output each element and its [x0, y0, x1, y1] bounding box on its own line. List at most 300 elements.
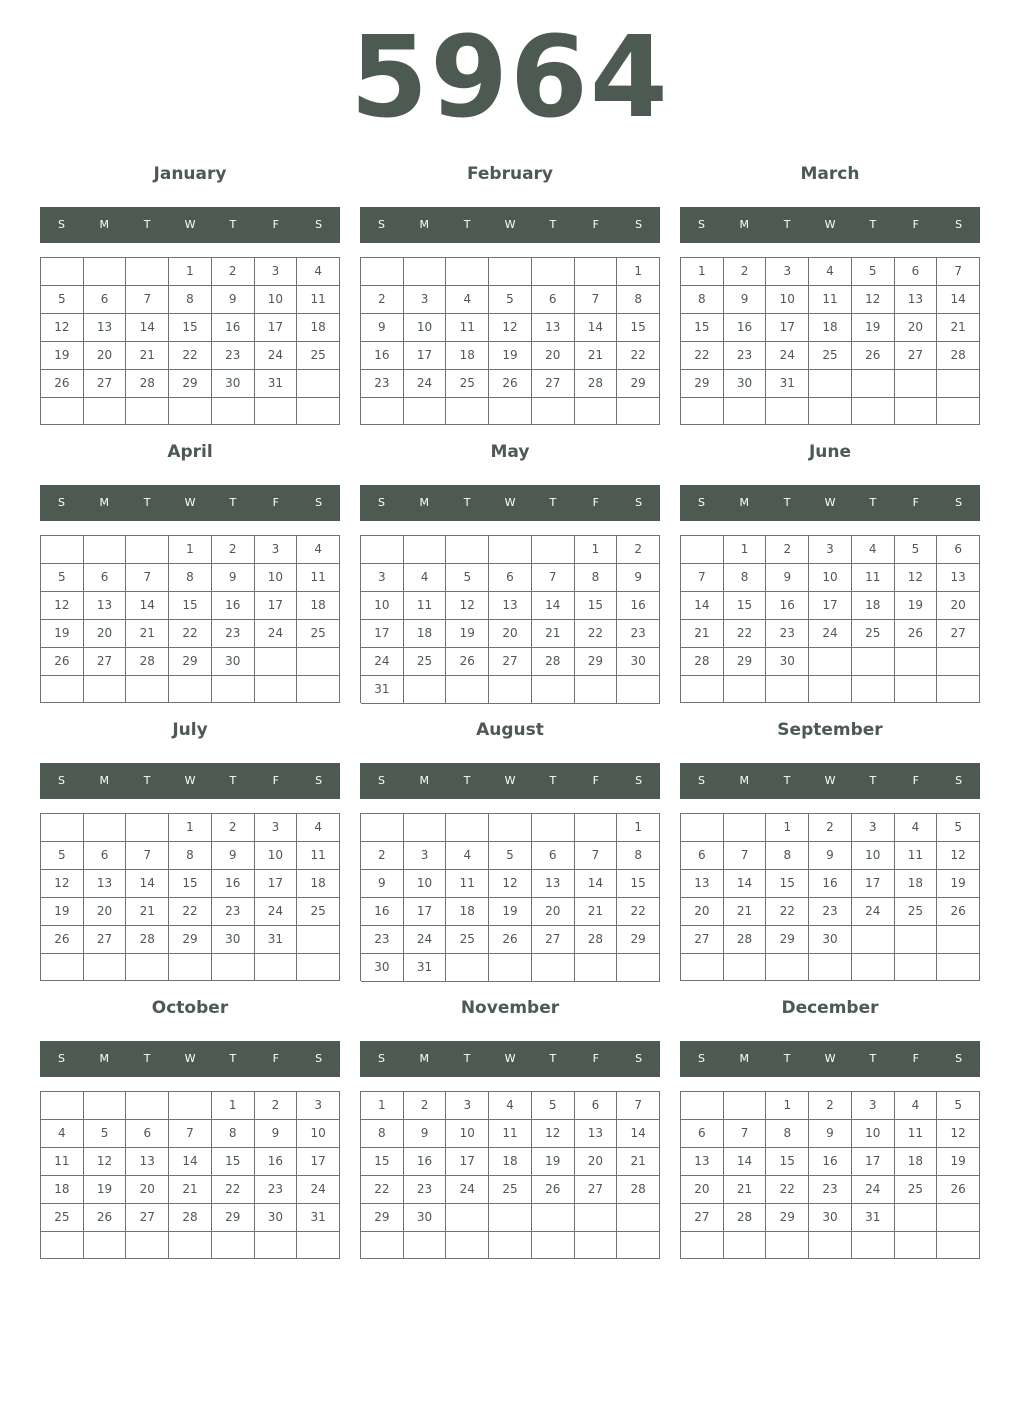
empty-day-cell	[297, 370, 340, 398]
day-cell: 11	[446, 870, 489, 898]
day-cell: 1	[724, 536, 767, 564]
day-cell: 25	[297, 620, 340, 648]
empty-day-cell	[126, 676, 169, 703]
day-cell: 8	[169, 564, 212, 592]
day-cell: 20	[489, 620, 532, 648]
weekday-header	[680, 485, 980, 521]
day-cell: 20	[895, 314, 938, 342]
weekday-label: T	[229, 1052, 237, 1065]
day-cell: 9	[617, 564, 660, 592]
empty-day-cell	[361, 398, 404, 425]
empty-day-cell	[212, 676, 255, 703]
day-grid	[40, 535, 340, 703]
empty-day-cell	[489, 398, 532, 425]
day-cell: 16	[404, 1148, 447, 1176]
day-cell: 17	[809, 592, 852, 620]
day-cell: 17	[255, 314, 298, 342]
day-cell: 22	[169, 342, 212, 370]
empty-day-cell	[446, 814, 489, 842]
day-cell: 12	[489, 314, 532, 342]
empty-day-cell	[809, 1232, 852, 1259]
day-cell: 12	[895, 564, 938, 592]
empty-day-cell	[404, 258, 447, 286]
day-cell: 7	[169, 1120, 212, 1148]
day-cell: 20	[84, 620, 127, 648]
day-cell: 23	[212, 898, 255, 926]
day-cell: 16	[766, 592, 809, 620]
day-cell: 30	[404, 1204, 447, 1232]
empty-day-cell	[255, 398, 298, 425]
day-cell: 29	[766, 1204, 809, 1232]
day-cell: 22	[169, 898, 212, 926]
day-cell: 4	[489, 1092, 532, 1120]
empty-day-cell	[361, 814, 404, 842]
empty-day-cell	[617, 398, 660, 425]
day-cell: 26	[489, 926, 532, 954]
empty-day-cell	[937, 954, 980, 981]
day-cell: 27	[84, 926, 127, 954]
day-cell: 19	[446, 620, 489, 648]
day-cell: 19	[489, 342, 532, 370]
weekday-label: T	[143, 774, 151, 787]
day-cell: 1	[169, 536, 212, 564]
weekday-label: F	[912, 1052, 919, 1065]
day-cell: 1	[212, 1092, 255, 1120]
day-cell: 3	[297, 1092, 340, 1120]
day-cell: 22	[212, 1176, 255, 1204]
day-cell: 28	[575, 926, 618, 954]
empty-day-cell	[297, 676, 340, 703]
day-cell: 14	[532, 592, 575, 620]
empty-day-cell	[575, 398, 618, 425]
day-cell: 28	[532, 648, 575, 676]
day-cell: 5	[84, 1120, 127, 1148]
day-cell: 1	[169, 258, 212, 286]
month-name: November	[460, 998, 560, 1018]
day-cell: 16	[361, 898, 404, 926]
weekday-label: S	[315, 774, 323, 787]
day-cell: 29	[169, 926, 212, 954]
weekday-label: M	[99, 218, 110, 231]
empty-day-cell	[212, 398, 255, 425]
empty-day-cell	[126, 954, 169, 981]
empty-day-cell	[255, 954, 298, 981]
day-cell: 23	[212, 620, 255, 648]
day-cell: 8	[617, 842, 660, 870]
day-cell: 27	[575, 1176, 618, 1204]
day-cell: 9	[724, 286, 767, 314]
day-cell: 28	[937, 342, 980, 370]
day-cell: 7	[126, 842, 169, 870]
weekday-label: T	[783, 496, 791, 509]
day-cell: 2	[361, 842, 404, 870]
weekday-label: T	[549, 1052, 557, 1065]
day-cell: 9	[766, 564, 809, 592]
month-name: October	[151, 998, 229, 1018]
day-cell: 21	[937, 314, 980, 342]
day-cell: 19	[489, 898, 532, 926]
empty-day-cell	[489, 1204, 532, 1232]
empty-day-cell	[255, 676, 298, 703]
day-cell: 21	[575, 342, 618, 370]
day-cell: 27	[681, 1204, 724, 1232]
weekday-label: W	[504, 496, 516, 509]
empty-day-cell	[169, 398, 212, 425]
day-cell: 16	[724, 314, 767, 342]
month-name: May	[490, 442, 530, 462]
empty-day-cell	[852, 648, 895, 676]
day-cell: 28	[617, 1176, 660, 1204]
weekday-label: W	[184, 218, 196, 231]
day-cell: 11	[895, 1120, 938, 1148]
weekday-label: S	[57, 218, 65, 231]
day-cell: 23	[617, 620, 660, 648]
empty-day-cell	[895, 954, 938, 981]
weekday-label: T	[783, 774, 791, 787]
weekday-label: M	[419, 774, 430, 787]
day-cell: 2	[766, 536, 809, 564]
day-cell: 16	[212, 314, 255, 342]
day-cell: 26	[41, 370, 84, 398]
empty-day-cell	[852, 1232, 895, 1259]
day-cell: 22	[766, 1176, 809, 1204]
empty-day-cell	[681, 1232, 724, 1259]
empty-day-cell	[84, 954, 127, 981]
day-cell: 26	[895, 620, 938, 648]
day-cell: 20	[681, 1176, 724, 1204]
day-cell: 12	[41, 592, 84, 620]
day-cell: 8	[681, 286, 724, 314]
empty-day-cell	[852, 954, 895, 981]
day-cell: 9	[361, 870, 404, 898]
day-cell: 25	[297, 898, 340, 926]
day-cell: 2	[809, 1092, 852, 1120]
day-grid	[680, 257, 980, 425]
day-cell: 27	[681, 926, 724, 954]
day-cell: 31	[766, 370, 809, 398]
day-cell: 3	[766, 258, 809, 286]
empty-day-cell	[852, 676, 895, 703]
weekday-label: T	[549, 774, 557, 787]
day-cell: 24	[297, 1176, 340, 1204]
day-cell: 24	[446, 1176, 489, 1204]
day-cell: 17	[852, 1148, 895, 1176]
day-cell: 29	[169, 648, 212, 676]
day-cell: 14	[724, 1148, 767, 1176]
day-cell: 2	[724, 258, 767, 286]
weekday-label: S	[697, 1052, 705, 1065]
day-cell: 29	[361, 1204, 404, 1232]
day-cell: 14	[681, 592, 724, 620]
day-cell: 23	[809, 898, 852, 926]
day-cell: 8	[617, 286, 660, 314]
empty-day-cell	[212, 1232, 255, 1259]
day-cell: 3	[404, 842, 447, 870]
day-cell: 24	[404, 370, 447, 398]
month-name: March	[800, 164, 860, 184]
day-cell: 12	[852, 286, 895, 314]
empty-day-cell	[532, 814, 575, 842]
day-cell: 27	[895, 342, 938, 370]
day-cell: 7	[532, 564, 575, 592]
day-cell: 30	[617, 648, 660, 676]
empty-day-cell	[809, 954, 852, 981]
weekday-label: M	[739, 218, 750, 231]
day-cell: 27	[84, 370, 127, 398]
day-cell: 26	[489, 370, 532, 398]
day-cell: 12	[532, 1120, 575, 1148]
empty-day-cell	[41, 814, 84, 842]
day-cell: 20	[575, 1148, 618, 1176]
empty-day-cell	[724, 814, 767, 842]
empty-day-cell	[852, 398, 895, 425]
weekday-label: F	[272, 218, 279, 231]
empty-day-cell	[937, 648, 980, 676]
weekday-label: S	[635, 774, 643, 787]
day-cell: 31	[852, 1204, 895, 1232]
day-cell: 24	[809, 620, 852, 648]
day-cell: 3	[361, 564, 404, 592]
empty-day-cell	[404, 676, 447, 704]
day-cell: 30	[724, 370, 767, 398]
empty-day-cell	[297, 648, 340, 676]
weekday-label: S	[697, 218, 705, 231]
day-cell: 8	[575, 564, 618, 592]
day-cell: 14	[617, 1120, 660, 1148]
day-cell: 19	[41, 620, 84, 648]
day-cell: 21	[126, 620, 169, 648]
day-cell: 6	[84, 842, 127, 870]
empty-day-cell	[446, 398, 489, 425]
day-cell: 1	[361, 1092, 404, 1120]
empty-day-cell	[809, 648, 852, 676]
day-cell: 23	[361, 926, 404, 954]
day-cell: 10	[404, 314, 447, 342]
day-cell: 13	[84, 314, 127, 342]
day-cell: 30	[212, 648, 255, 676]
day-grid	[40, 257, 340, 425]
weekday-label: T	[463, 218, 471, 231]
weekday-label: S	[955, 774, 963, 787]
day-cell: 27	[532, 370, 575, 398]
year-title: 5964	[350, 13, 670, 143]
empty-day-cell	[724, 954, 767, 981]
day-cell: 17	[255, 592, 298, 620]
empty-day-cell	[297, 954, 340, 981]
weekday-header	[360, 485, 660, 521]
empty-day-cell	[532, 1204, 575, 1232]
day-cell: 3	[852, 1092, 895, 1120]
day-cell: 21	[169, 1176, 212, 1204]
weekday-label: F	[592, 496, 599, 509]
empty-day-cell	[41, 398, 84, 425]
empty-day-cell	[489, 954, 532, 982]
empty-day-cell	[766, 676, 809, 703]
day-cell: 26	[532, 1176, 575, 1204]
day-cell: 28	[724, 1204, 767, 1232]
day-cell: 2	[212, 536, 255, 564]
day-cell: 15	[766, 870, 809, 898]
empty-day-cell	[126, 258, 169, 286]
day-cell: 17	[297, 1148, 340, 1176]
day-cell: 26	[937, 898, 980, 926]
day-cell: 12	[41, 870, 84, 898]
day-cell: 18	[404, 620, 447, 648]
day-cell: 4	[852, 536, 895, 564]
month-name: September	[777, 720, 883, 740]
day-cell: 18	[895, 1148, 938, 1176]
day-grid	[360, 257, 660, 425]
day-cell: 11	[297, 564, 340, 592]
day-grid	[360, 535, 660, 703]
day-cell: 28	[126, 926, 169, 954]
day-cell: 21	[617, 1148, 660, 1176]
empty-day-cell	[169, 954, 212, 981]
weekday-label: M	[99, 1052, 110, 1065]
day-cell: 25	[809, 342, 852, 370]
empty-day-cell	[41, 1092, 84, 1120]
day-cell: 15	[575, 592, 618, 620]
empty-day-cell	[895, 926, 938, 954]
weekday-label: T	[869, 496, 877, 509]
empty-day-cell	[895, 1232, 938, 1259]
empty-day-cell	[575, 1204, 618, 1232]
day-cell: 21	[126, 898, 169, 926]
weekday-header	[680, 1041, 980, 1077]
empty-day-cell	[126, 536, 169, 564]
day-cell: 14	[575, 314, 618, 342]
day-cell: 17	[404, 342, 447, 370]
day-cell: 28	[724, 926, 767, 954]
day-cell: 21	[724, 1176, 767, 1204]
empty-day-cell	[255, 1232, 298, 1259]
empty-day-cell	[895, 370, 938, 398]
day-cell: 10	[852, 842, 895, 870]
day-cell: 29	[724, 648, 767, 676]
day-cell: 25	[489, 1176, 532, 1204]
day-cell: 6	[532, 286, 575, 314]
day-cell: 5	[41, 564, 84, 592]
day-cell: 26	[41, 648, 84, 676]
day-cell: 31	[255, 926, 298, 954]
weekday-label: T	[869, 774, 877, 787]
day-cell: 16	[617, 592, 660, 620]
empty-day-cell	[724, 1232, 767, 1259]
day-cell: 1	[575, 536, 618, 564]
day-cell: 21	[532, 620, 575, 648]
day-cell: 9	[361, 314, 404, 342]
empty-day-cell	[41, 536, 84, 564]
weekday-label: F	[912, 218, 919, 231]
month-name: August	[476, 720, 544, 740]
weekday-label: W	[824, 1052, 836, 1065]
day-cell: 4	[895, 1092, 938, 1120]
empty-day-cell	[895, 1204, 938, 1232]
day-cell: 22	[617, 898, 660, 926]
day-cell: 19	[895, 592, 938, 620]
day-cell: 29	[212, 1204, 255, 1232]
empty-day-cell	[681, 676, 724, 703]
empty-day-cell	[937, 676, 980, 703]
month-name: June	[808, 442, 852, 462]
day-cell: 5	[532, 1092, 575, 1120]
day-cell: 30	[361, 954, 404, 982]
day-cell: 4	[809, 258, 852, 286]
weekday-label: S	[377, 496, 385, 509]
weekday-label: T	[463, 774, 471, 787]
day-cell: 7	[681, 564, 724, 592]
day-cell: 6	[84, 564, 127, 592]
day-cell: 23	[255, 1176, 298, 1204]
weekday-label: F	[592, 1052, 599, 1065]
empty-day-cell	[489, 676, 532, 704]
empty-day-cell	[404, 1232, 447, 1259]
day-cell: 2	[361, 286, 404, 314]
weekday-header	[680, 763, 980, 799]
empty-day-cell	[404, 814, 447, 842]
day-cell: 27	[489, 648, 532, 676]
day-cell: 23	[766, 620, 809, 648]
day-cell: 21	[575, 898, 618, 926]
day-cell: 12	[489, 870, 532, 898]
empty-day-cell	[297, 926, 340, 954]
empty-day-cell	[41, 676, 84, 703]
day-cell: 18	[446, 898, 489, 926]
empty-day-cell	[617, 1204, 660, 1232]
day-cell: 21	[681, 620, 724, 648]
empty-day-cell	[532, 258, 575, 286]
day-cell: 21	[126, 342, 169, 370]
day-cell: 2	[212, 814, 255, 842]
day-cell: 5	[489, 286, 532, 314]
day-grid	[40, 1091, 340, 1259]
day-cell: 13	[489, 592, 532, 620]
day-cell: 30	[212, 926, 255, 954]
weekday-label: T	[549, 218, 557, 231]
day-cell: 10	[852, 1120, 895, 1148]
day-cell: 16	[809, 870, 852, 898]
day-cell: 22	[681, 342, 724, 370]
day-cell: 18	[41, 1176, 84, 1204]
day-cell: 22	[575, 620, 618, 648]
day-cell: 14	[126, 592, 169, 620]
day-cell: 26	[84, 1204, 127, 1232]
empty-day-cell	[852, 926, 895, 954]
empty-day-cell	[617, 954, 660, 982]
empty-day-cell	[126, 398, 169, 425]
day-cell: 24	[361, 648, 404, 676]
day-cell: 6	[84, 286, 127, 314]
day-cell: 6	[681, 1120, 724, 1148]
weekday-label: T	[143, 218, 151, 231]
weekday-label: F	[272, 1052, 279, 1065]
day-cell: 28	[126, 648, 169, 676]
day-cell: 5	[852, 258, 895, 286]
day-cell: 11	[489, 1120, 532, 1148]
weekday-label: T	[463, 1052, 471, 1065]
day-cell: 15	[681, 314, 724, 342]
day-cell: 18	[852, 592, 895, 620]
day-cell: 20	[84, 898, 127, 926]
day-cell: 26	[41, 926, 84, 954]
weekday-label: M	[419, 218, 430, 231]
day-cell: 30	[809, 1204, 852, 1232]
day-cell: 20	[532, 898, 575, 926]
weekday-label: T	[869, 218, 877, 231]
weekday-label: S	[955, 496, 963, 509]
day-cell: 27	[937, 620, 980, 648]
empty-day-cell	[446, 536, 489, 564]
